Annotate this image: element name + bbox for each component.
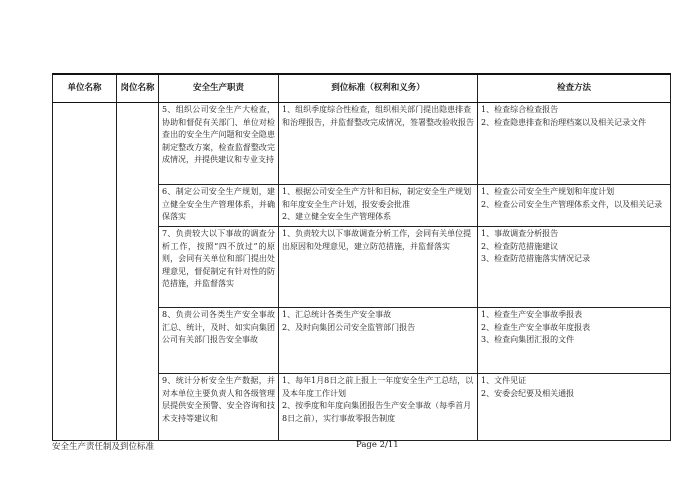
standard-cell xyxy=(279,374,478,441)
responsibility-table xyxy=(52,73,671,441)
check-item: 2、检查公司安全生产管理体系文件，以及相关记录 xyxy=(481,199,663,209)
standard-item: 1、负责较大以下事故调查分析工作，会同有关单位提出原因和处理意见，建立防范措施，并监督落实 xyxy=(282,229,472,251)
check-item: 2、检查生产安全事故年度报表 xyxy=(481,322,591,332)
check-item: 2、检查隐患排查和治理档案以及相关记录文件 xyxy=(481,117,647,127)
duty-cell: 5、组织公司安全生产大检查，协助和督促有关部门、单位对检查出的安全生产问题和安全隐患制定整改方案，检查监督整改完成情况，并提供建议和专业支持 xyxy=(159,103,279,185)
duty-cell: 7、负责较大以下事故的调查分析工作，按照“四不放过”的原则，会同有关单位和部门提出处理意见，督促制定有针对性的防范措施，并监督落实 xyxy=(159,227,279,308)
check-cell xyxy=(478,374,671,441)
check-item: 1、检查生产安全事故季报表 xyxy=(481,310,583,319)
post-name-cell xyxy=(117,103,159,441)
standard-item: 1、根据公司安全生产方针和目标，制定安全生产规划和年度安全生产计划，报安委会批准 xyxy=(282,187,472,209)
check-item: 3、检查防范措施落实情况记录 xyxy=(481,254,591,263)
check-cell xyxy=(478,103,671,185)
duty-cell: 8、负责公司各类生产安全事故汇总、统计，及时、如实向集团公司有关部门报告安全事故 xyxy=(159,308,279,374)
table-row xyxy=(53,103,671,185)
header-standard: 到位标准（权利和义务） xyxy=(279,74,478,103)
standard-item: 2、及时向集团公司安全监管部门报告 xyxy=(282,322,416,332)
header-check-method: 检查方法 xyxy=(478,74,671,103)
check-item: 1、检查综合检查报告 xyxy=(481,105,559,114)
standard-cell xyxy=(279,103,478,185)
check-item: 2、安委会纪要及相关通报 xyxy=(481,388,575,398)
header-post-name: 岗位名称 xyxy=(117,74,159,103)
check-cell xyxy=(478,227,671,308)
standard-item: 1、每年1月8日之前上报上一年度安全生产工总结，以及本年度工作计划 xyxy=(282,376,474,398)
duty-cell: 6、制定公司安全生产规划，建立健全安全生产管理体系，并确保落实 xyxy=(159,185,279,227)
check-cell xyxy=(478,308,671,374)
standard-item: 1、汇总统计各类生产安全事故 xyxy=(282,310,392,319)
standard-item: 2、建立健全安全生产管理体系 xyxy=(282,212,392,221)
unit-name-cell xyxy=(53,103,117,441)
standard-item: 1、组织季度综合性检查，组织相关部门提出隐患排查和治理报告，并监督整改完成情况，签署整改验收报告 xyxy=(282,105,474,127)
check-cell xyxy=(478,185,671,227)
standard-item: 2、按季度和年度向集团报告生产安全事故（每季首月8日之前），实行事故零报告制度 xyxy=(282,401,472,423)
standard-cell xyxy=(279,308,478,374)
check-item: 3、检查向集团汇报的文件 xyxy=(481,335,575,344)
table-header-row xyxy=(53,74,671,103)
check-item: 1、检查公司安全生产规划和年度计划 xyxy=(481,187,615,196)
check-item: 2、检查防范措施建议 xyxy=(481,241,559,251)
footer-document-title: 安全生产责任制及到位标准 xyxy=(52,442,155,452)
header-safety-duty: 安全生产职责 xyxy=(159,74,279,103)
footer-page-number: Page 2/11 xyxy=(356,440,399,450)
duty-cell: 9、统计分析安全生产数据，并对本单位主要负责人和各级管理层提供安全预警、安全咨询和技术支持等建议和 xyxy=(159,374,279,441)
header-unit-name: 单位名称 xyxy=(53,74,117,103)
standard-cell xyxy=(279,185,478,227)
check-item: 1、事故调查分析报告 xyxy=(481,229,559,238)
check-item: 1、文件见证 xyxy=(481,376,527,385)
standard-cell xyxy=(279,227,478,308)
